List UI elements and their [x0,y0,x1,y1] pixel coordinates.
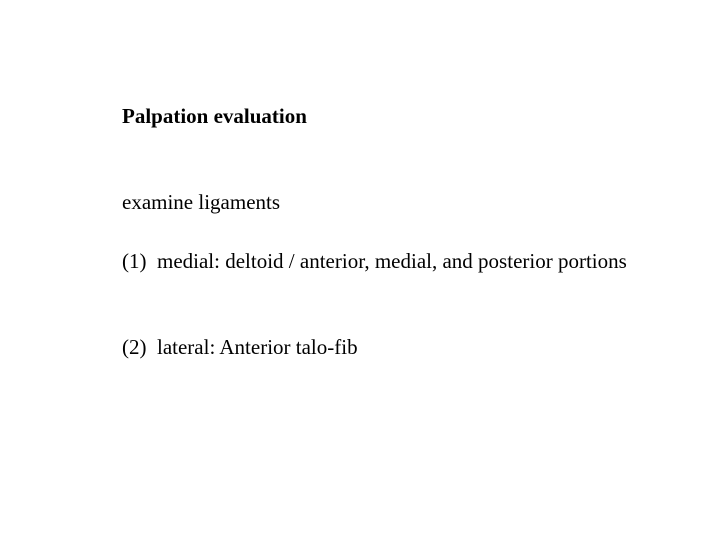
list-item [122,248,642,274]
list-item-number: (2) [122,335,147,359]
intro-text: examine ligaments [122,190,281,214]
list-item [122,334,642,360]
list-item-number: (1) [122,249,147,273]
list-item-text: medial: deltoid / anterior, medial, and posterior portions [157,249,627,273]
list-item-text: lateral: Anterior talo-fib [157,335,358,359]
slide-title: Palpation evaluation [122,104,307,128]
